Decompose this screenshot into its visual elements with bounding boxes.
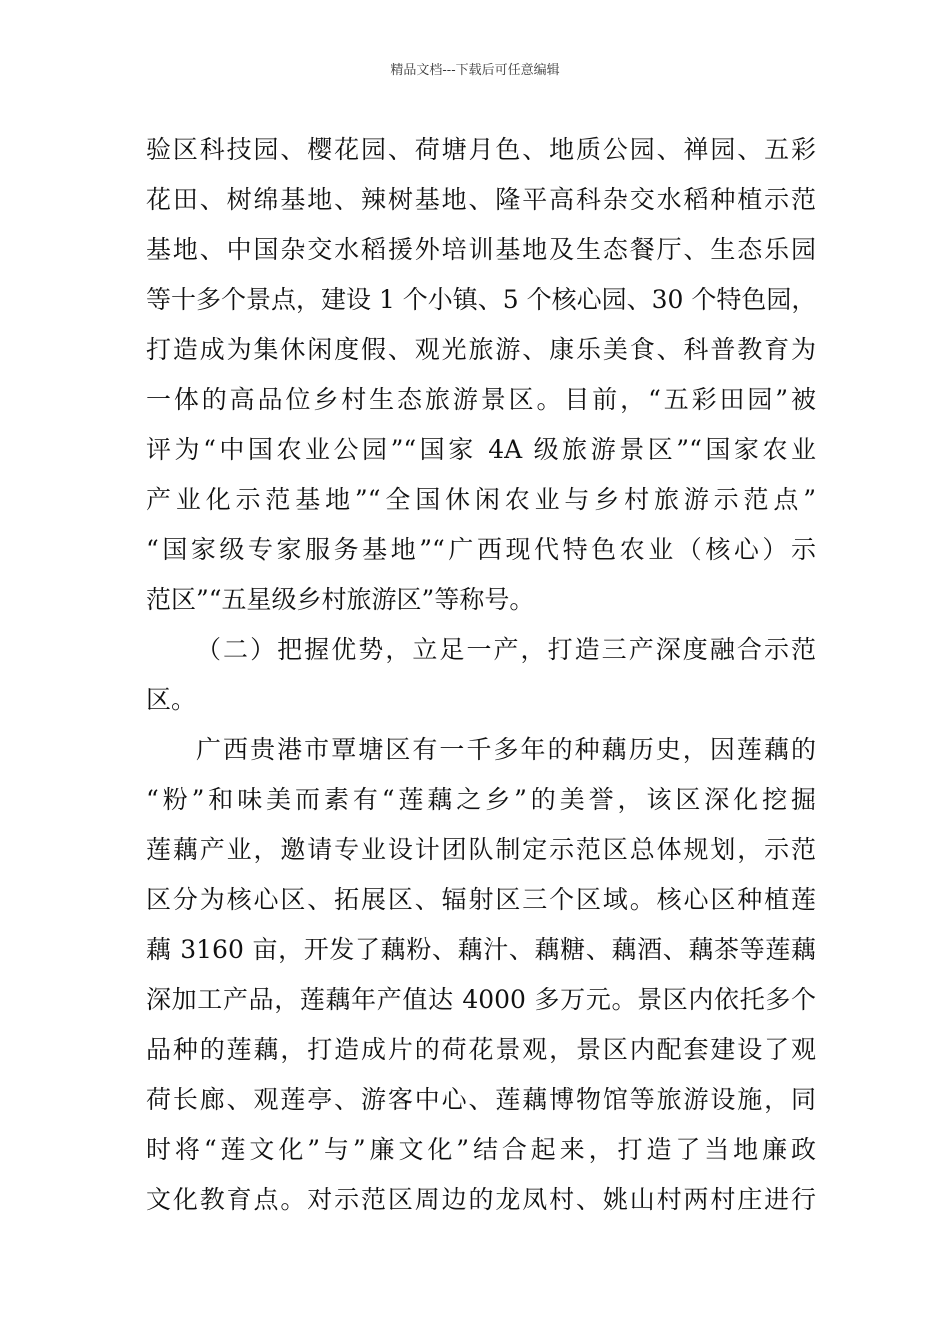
paragraph-line: 产业化示范基地”“全国休闲农业与乡村旅游示范点” — [146, 485, 816, 514]
paragraph-line: 基地、中国杂交水稻援外培训基地及生态餐厅、生态乐园 — [146, 235, 816, 264]
paragraph-line: “国家级专家服务基地”“广西现代特色农业（核心）示 — [146, 535, 816, 564]
paragraph-line: 范区”“五星级乡村旅游区”等称号。 — [146, 585, 535, 614]
paragraph-line: 品种的莲藕，打造成片的荷花景观，景区内配套建设了观 — [146, 1035, 816, 1064]
section-heading-line: 区。 — [146, 685, 197, 714]
paragraph-line: 评为“中国农业公园”“国家 4A 级旅游景区”“国家农业 — [146, 435, 816, 464]
page-header: 精品文档---下载后可任意编辑 — [390, 63, 560, 78]
paragraph-line: “粉”和味美而素有“莲藕之乡”的美誉，该区深化挖掘 — [146, 785, 816, 814]
paragraph-line: 莲藕产业，邀请专业设计团队制定示范区总体规划，示范 — [146, 835, 816, 864]
paragraph-line: 荷长廊、观莲亭、游客中心、莲藕博物馆等旅游设施，同 — [146, 1085, 816, 1114]
paragraph-line: 时将“莲文化”与”廉文化”结合起来，打造了当地廉政 — [146, 1135, 816, 1164]
paragraph-line: 广西贵港市覃塘区有一千多年的种藕历史，因莲藕的 — [196, 735, 816, 764]
paragraph-line: 藕 3160 亩，开发了藕粉、藕汁、藕糖、藕酒、藕茶等莲藕 — [146, 935, 816, 964]
paragraph-line: 等十多个景点，建设 1 个小镇、5 个核心园、30 个特色园， — [146, 285, 817, 314]
paragraph-line: 文化教育点。对示范区周边的龙凤村、姚山村两村庄进行 — [146, 1185, 816, 1214]
paragraph-line: 深加工产品，莲藕年产值达 4000 多万元。景区内依托多个 — [146, 985, 816, 1014]
paragraph-line: 区分为核心区、拓展区、辐射区三个区域。核心区种植莲 — [146, 885, 816, 914]
section-heading-line: （二）把握优势，立足一产，打造三产深度融合示范 — [196, 635, 816, 664]
paragraph-line: 花田、树绵基地、辣树基地、隆平高科杂交水稻种植示范 — [146, 185, 816, 214]
paragraph-line: 一体的高品位乡村生态旅游景区。目前，“五彩田园”被 — [146, 385, 816, 414]
paragraph-line: 验区科技园、樱花园、荷塘月色、地质公园、禅园、五彩 — [146, 135, 816, 164]
paragraph-line: 打造成为集休闲度假、观光旅游、康乐美食、科普教育为 — [146, 335, 816, 364]
